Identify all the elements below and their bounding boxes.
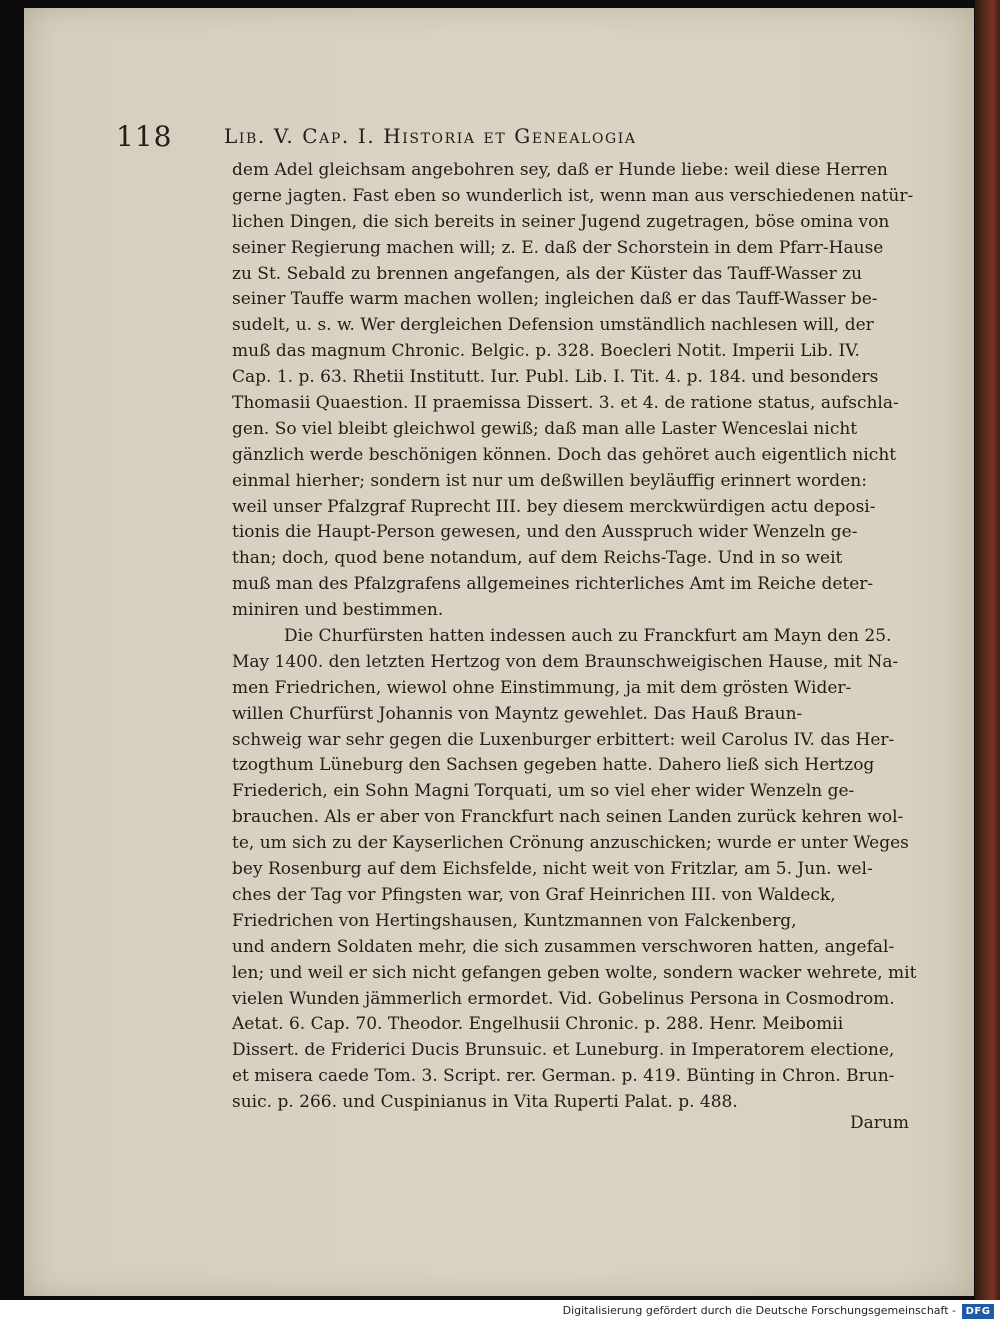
- page-number: 118: [116, 120, 173, 153]
- footer-bar: [0, 1300, 1000, 1323]
- text-line: vielen Wunden jämmerlich ermordet. Vid. Gobelinus Persona in Cosmodrom.: [232, 988, 895, 1009]
- text-line: men Friedrichen, wiewol ohne Einstimmung, ja mit dem grösten Wider-: [232, 677, 852, 698]
- footer-credit: Digitalisierung gefördert durch die Deutsche Forschungsgemeinschaft -: [562, 1304, 956, 1317]
- text-line: tionis die Haupt-Person gewesen, und den Ausspruch wider Wenzeln ge-: [232, 522, 858, 543]
- text-line: dem Adel gleichsam angebohren sey, daß er Hunde liebe: weil diese Herren: [232, 160, 888, 180]
- text-line: brauchen. Als er aber von Franckfurt nach seinen Landen zurück kehren wol-: [232, 807, 904, 828]
- text-line: muß das magnum Chronic. Belgic. p. 328. Boecleri Notit. Imperii Lib. IV.: [232, 341, 860, 362]
- text-line: len; und weil er sich nicht gefangen geben wolte, sondern wacker wehrete, mit: [232, 962, 917, 983]
- text-line: ches der Tag vor Pfingsten war, von Graf Heinrichen III. von Waldeck,: [232, 884, 836, 905]
- text-line: suic. p. 266. und Cuspinianus in Vita Ruperti Palat. p. 488.: [232, 1092, 738, 1113]
- text-line: Friedrichen von Hertingshausen, Kuntzmannen von Falckenberg,: [232, 910, 797, 931]
- text-line: bey Rosenburg auf dem Eichsfelde, nicht weit von Fritzlar, am 5. Jun. wel-: [232, 859, 873, 880]
- text-line: lichen Dingen, die sich bereits in seiner Jugend zugetragen, böse omina von: [232, 211, 890, 232]
- text-line: und andern Soldaten mehr, die sich zusammen verschworen hatten, angefal-: [232, 936, 895, 957]
- text-line: te, um sich zu der Kayserlichen Crönung anzuschicken; wurde er unter Weges: [232, 833, 909, 854]
- text-line: miniren und bestimmen.: [232, 600, 444, 621]
- text-line: Thomasii Quaestion. II praemissa Dissert. 3. et 4. de ratione status, aufschla-: [232, 393, 899, 414]
- text-line: tzogthum Lüneburg den Sachsen gegeben hatte. Dahero ließ sich Hertzog: [232, 755, 875, 776]
- running-head: [116, 120, 816, 160]
- text-line: einmal hierher; sondern ist nur um deßwillen beyläuffig erinnert worden:: [232, 470, 867, 491]
- text-line: et misera caede Tom. 3. Script. rer. German. p. 419. Bünting in Chron. Brun-: [232, 1066, 895, 1087]
- text-line: willen Churfürst Johannis von Mayntz gewehlet. Das Hauß Braun-: [232, 703, 803, 724]
- text-line: seiner Regierung machen will; z. E. daß der Schorstein in dem Pfarr-Hause: [232, 237, 884, 258]
- text-line: gänzlich werde beschönigen können. Doch das gehöret auch eigentlich nicht: [232, 444, 897, 465]
- text-line: gen. So viel bleibt gleichwol gewiß; daß man alle Laster Wenceslai nicht: [232, 418, 858, 439]
- text-line: muß man des Pfalzgrafens allgemeines richterliches Amt im Reiche deter-: [232, 574, 874, 595]
- text-line: sudelt, u. s. w. Wer dergleichen Defension umständlich nachlesen will, der: [232, 315, 874, 336]
- text-line: weil unser Pfalzgraf Ruprecht III. bey diesem merckwürdigen actu deposi-: [232, 496, 876, 517]
- text-line: zu St. Sebald zu brennen angefangen, als der Küster das Tauff-Wasser zu: [232, 263, 863, 284]
- running-title: Lib. V. Cap. I. Historia et Genealogia: [224, 124, 637, 148]
- text-line: Die Churfürsten hatten indessen auch zu Franckfurt am Mayn den 25.: [284, 626, 892, 647]
- text-line: May 1400. den letzten Hertzog von dem Braunschweigischen Hause, mit Na-: [232, 651, 899, 672]
- text-line: Cap. 1. p. 63. Rhetii Institutt. Iur. Publ. Lib. I. Tit. 4. p. 184. und besonders: [232, 367, 879, 388]
- text-line: Dissert. de Friderici Ducis Brunsuic. et Luneburg. in Imperatorem electione,: [232, 1040, 895, 1061]
- text-line: than; doch, quod bene notandum, auf dem Reichs-Tage. Und in so weit: [232, 548, 843, 569]
- text-line: Friederich, ein Sohn Magni Torquati, um so viel eher wider Wenzeln ge-: [232, 781, 855, 802]
- dfg-logo: DFG: [962, 1304, 994, 1319]
- text-line: seiner Tauffe warm machen wollen; ingleichen daß er das Tauff-Wasser be-: [232, 289, 878, 310]
- text-line: gerne jagten. Fast eben so wunderlich ist, wenn man aus verschiedenen natür-: [232, 185, 914, 206]
- text-lines: [232, 158, 922, 1116]
- text-line: schweig war sehr gegen die Luxenburger erbittert: weil Carolus IV. das Her-: [232, 729, 895, 750]
- book-edge: [975, 0, 1000, 1300]
- catchword: Darum: [850, 1113, 909, 1133]
- text-line: Aetat. 6. Cap. 70. Theodor. Engelhusii Chronic. p. 288. Henr. Meibomii: [232, 1014, 844, 1035]
